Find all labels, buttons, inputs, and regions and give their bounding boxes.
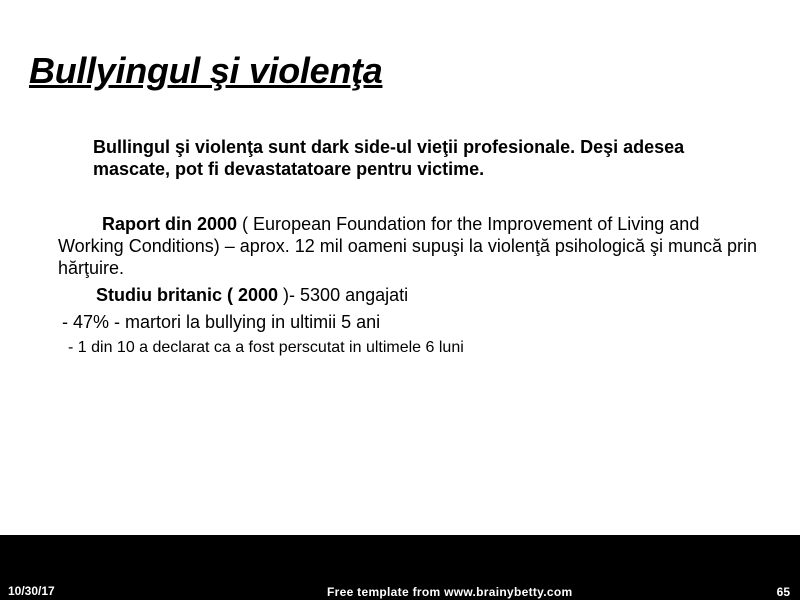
- stat-bullying-witnesses: - 47% - martori la bullying in ultimii 5 ani: [62, 312, 381, 332]
- studiu-label: Studiu britanic ( 2000: [96, 285, 284, 305]
- studiu-paragraph: [96, 284, 408, 306]
- raport-label: Raport din 2000: [102, 214, 238, 234]
- footer-template-credit: Free template from www.brainybetty.com: [327, 585, 573, 599]
- footer-bar: [0, 535, 800, 600]
- stat-persecuted: - 1 din 10 a declarat ca a fost perscutat in ultimele 6 luni: [68, 339, 464, 356]
- studiu-text: )- 5300 angajati: [283, 285, 409, 305]
- raport-text: ( European Foundation for the Improvement of Living and Working Conditions) – aprox. 12 mil oameni supuşi la violenţă psihologică şi muncă prin hărţuire.: [58, 214, 758, 278]
- slide-title: Bullyingul şi violenţa: [29, 50, 383, 91]
- raport-paragraph: [58, 213, 758, 279]
- intro-paragraph: Bullingul şi violenţa sunt dark side-ul vieţii profesionale. Deşi adesea mascate, pot fi devastatatoare pentru victime.: [93, 137, 685, 179]
- footer-page-number: 65: [776, 585, 790, 599]
- footer-date: 10/30/17: [8, 584, 55, 598]
